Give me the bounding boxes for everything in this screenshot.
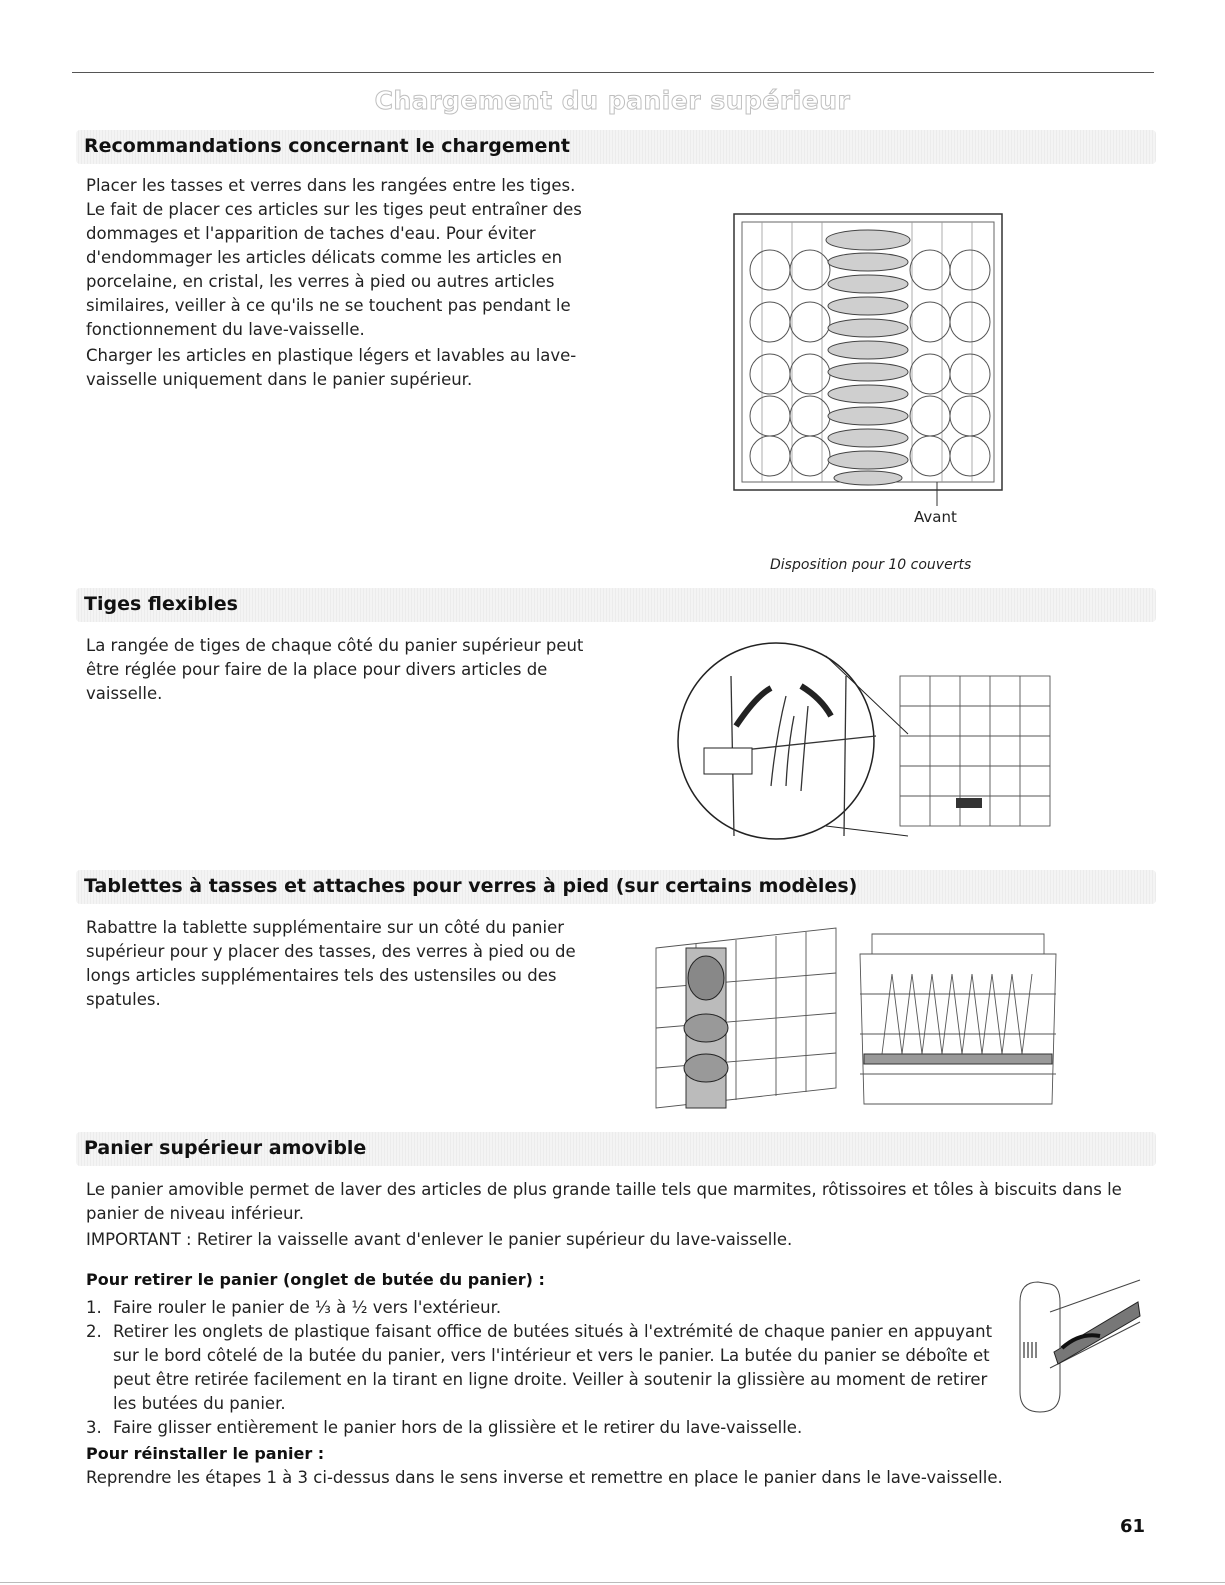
rack-stop-figure xyxy=(1010,1272,1146,1422)
section-heading-tines: Tiges flexibles xyxy=(84,593,238,615)
reinstall-subheading: Pour réinstaller le panier : xyxy=(86,1444,325,1463)
step-item xyxy=(86,1320,1006,1416)
upper-rack-figure xyxy=(852,914,1064,1110)
removable-important: IMPORTANT : Retirer la vaisselle avant d'enlever le panier supérieur du lave-vaisselle. xyxy=(86,1230,793,1249)
cup-shelf-figure xyxy=(636,918,846,1114)
step-number: 2. xyxy=(86,1322,102,1341)
step-item xyxy=(86,1416,1006,1440)
top-rule xyxy=(72,72,1154,73)
section-header-loading xyxy=(76,130,1156,164)
figure-label-front: Avant xyxy=(914,508,957,526)
step-item xyxy=(86,1296,1006,1320)
rack-10-settings-figure xyxy=(732,210,1008,506)
step-text: Faire glisser entièrement le panier hors de la glissière et le retirer du lave-vaisselle. xyxy=(113,1418,803,1437)
section-header-removable xyxy=(76,1132,1156,1166)
figure-caption-layout: Disposition pour 10 couverts xyxy=(770,557,972,573)
step-number: 1. xyxy=(86,1298,102,1317)
tines-paragraph: La rangée de tiges de chaque côté du panier supérieur peut être réglée pour faire de la place pour divers articles de vaisselle. xyxy=(86,636,584,703)
section-header-tines xyxy=(76,588,1156,622)
step-number: 3. xyxy=(86,1418,102,1437)
page-number: 61 xyxy=(1120,1516,1146,1537)
flexible-tines-figure xyxy=(676,636,1064,846)
remove-rack-subheading: Pour retirer le panier (onglet de butée du panier) : xyxy=(86,1270,545,1289)
section-heading-shelves: Tablettes à tasses et attaches pour verres à pied (sur certains modèles) xyxy=(84,875,858,897)
shelves-paragraph: Rabattre la tablette supplémentaire sur un côté du panier supérieur pour y placer des tasses, des verres à pied ou de longs articles supplémentaires tels des ustensiles ou des spatules. xyxy=(86,918,576,1009)
remove-steps-list xyxy=(86,1296,1006,1440)
section-heading-loading: Recommandations concernant le chargement xyxy=(84,135,571,157)
step-text: Faire rouler le panier de ⅓ à ½ vers l'extérieur. xyxy=(113,1298,502,1317)
section-header-shelves xyxy=(76,870,1156,904)
section-heading-removable: Panier supérieur amovible xyxy=(84,1137,367,1159)
loading-paragraph-2: Charger les articles en plastique légers et lavables au lave-vaisselle uniquement dans le panier supérieur. xyxy=(86,346,577,389)
bottom-rule xyxy=(0,1582,1225,1583)
removable-paragraph-1: Le panier amovible permet de laver des articles de plus grande taille tels que marmites, rôtissoires et tôles à biscuits dans le panier de niveau inférieur. xyxy=(86,1180,1122,1223)
reinstall-text: Reprendre les étapes 1 à 3 ci-dessus dans le sens inverse et remettre en place le panier dans le lave-vaisselle. xyxy=(86,1468,1003,1487)
loading-paragraph-1: Placer les tasses et verres dans les rangées entre les tiges. Le fait de placer ces articles sur les tiges peut entraîner des dommages et l'apparition de taches d'eau. Pour éviter d'endommager les articles délicats comme les articles en porcelaine, en cristal, les verres à pied ou autres articles similaires, veiller à ce qu'ils ne se touchent pas pendant le fonctionnement du lave-vaisselle. xyxy=(86,176,582,339)
page-title: Chargement du panier supérieur xyxy=(374,86,851,115)
step-text: Retirer les onglets de plastique faisant office de butées situés à l'extrémité de chaque panier en appuyant sur le bord côtelé de la butée du panier, vers l'intérieur et vers le panier. La butée du panier se déboîte et peut être retirée facilement en la tirant en ligne droite. Veiller à soutenir la glissière au moment de retirer les butées du panier. xyxy=(113,1322,993,1413)
